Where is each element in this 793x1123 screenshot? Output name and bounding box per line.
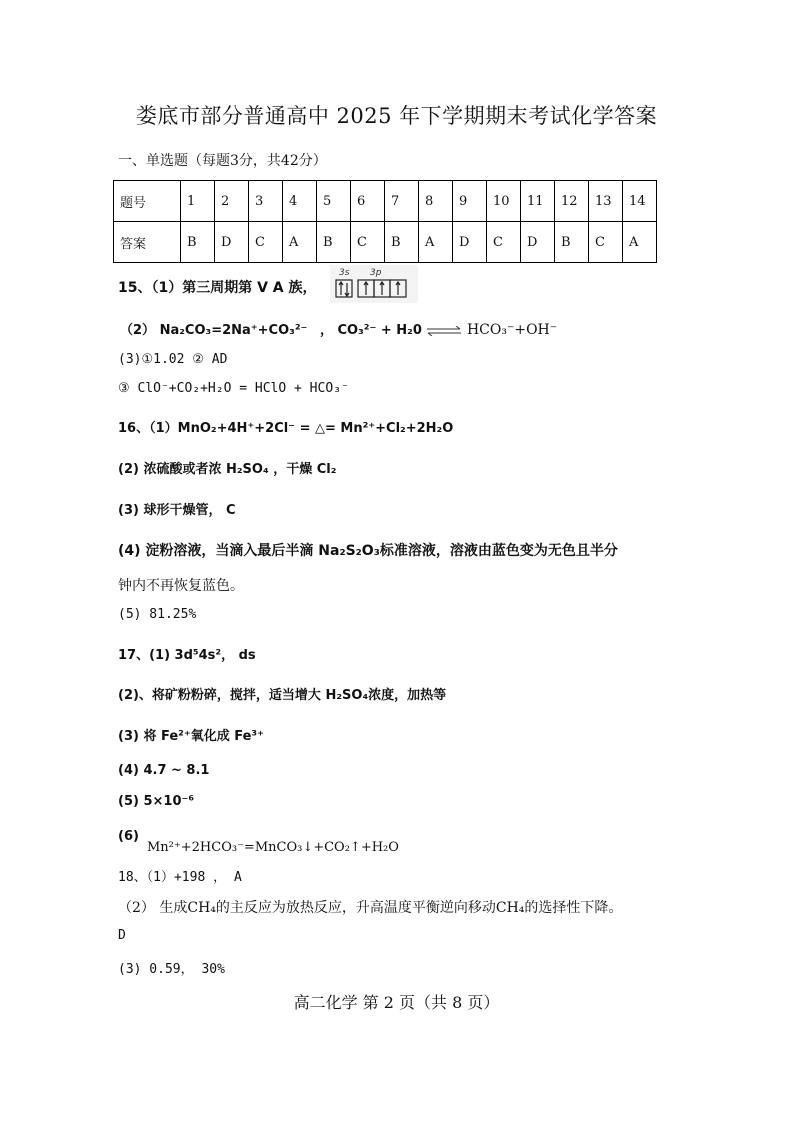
table-answer-label: 答案 xyxy=(114,222,181,263)
table-cell-number: 1 xyxy=(181,181,215,222)
orbital-label-3p: 3p xyxy=(370,268,382,278)
q17-part6-equation: Mn²⁺+2HCO₃⁻=MnCO₃↓+CO₂↑+H₂O xyxy=(147,840,399,855)
q15-equation-b-right: HCO₃⁻+OH⁻ xyxy=(466,322,558,338)
q16-part5: (5) 81.25% xyxy=(118,607,197,622)
q18-part2-answer: D xyxy=(118,928,126,943)
q17-part2: (2)、将矿粉粉碎，搅拌，适当增大 H₂SO₄浓度，加热等 xyxy=(118,688,447,703)
table-cell-answer: A xyxy=(419,222,453,263)
orbital-label-3s: 3s xyxy=(339,268,350,278)
q15-equation-b-left: CO₃²⁻ + H₂0 xyxy=(337,323,422,338)
table-cell-answer: C xyxy=(589,222,623,263)
q18-part1: 18、（1）+198 ， A xyxy=(118,870,242,885)
table-cell-number: 7 xyxy=(385,181,419,222)
table-cell-number: 9 xyxy=(453,181,487,222)
q17-part3: (3) 将 Fe²⁺氧化成 Fe³⁺ xyxy=(118,729,264,744)
answer-table-header-row xyxy=(114,181,657,222)
q16-part1: 16、（1）MnO₂+4H⁺+2Cl⁻ = △= Mn²⁺+Cl₂+2H₂O xyxy=(118,421,454,436)
table-cell-answer: C xyxy=(249,222,283,263)
q16-part4-line2: 钟内不再恢复蓝色。 xyxy=(118,578,244,594)
q15-part2-label: （2） xyxy=(120,323,156,338)
orbital-diagram-image xyxy=(330,265,418,303)
q15-separator: ， xyxy=(319,323,333,338)
q17-part1: 17、(1) 3d⁵4s²， ds xyxy=(118,648,256,663)
table-cell-number: 12 xyxy=(555,181,589,222)
table-cell-answer: A xyxy=(623,222,657,263)
table-cell-answer: B xyxy=(555,222,589,263)
table-cell-answer: C xyxy=(487,222,521,263)
table-cell-number: 13 xyxy=(589,181,623,222)
page-title: 娄底市部分普通高中 2025 年下学期期末考试化学答案 xyxy=(135,104,658,128)
table-cell-number: 14 xyxy=(623,181,657,222)
q17-part6-label: (6) xyxy=(118,829,139,844)
q18-part2: （2） 生成CH₄的主反应为放热反应，升高温度平衡逆向移动CH₄的选择性下降。 xyxy=(118,900,623,916)
page-footer: 高二化学 第 2 页（共 8 页） xyxy=(293,993,500,1012)
table-header-label: 题号 xyxy=(114,181,181,222)
q15-part3: (3)①1.02 ② AD xyxy=(118,352,228,367)
table-cell-answer: A xyxy=(283,222,317,263)
q15-equation-a: Na₂CO₃=2Na⁺+CO₃²⁻ xyxy=(159,323,308,338)
table-cell-answer: D xyxy=(453,222,487,263)
answer-table-answer-row xyxy=(114,222,657,263)
table-cell-number: 10 xyxy=(487,181,521,222)
q16-part4-line1: (4) 淀粉溶液，当滴入最后半滴 Na₂S₂O₃标准溶液，溶液由蓝色变为无色且半分 xyxy=(118,543,618,559)
table-cell-answer: B xyxy=(181,222,215,263)
q16-part2: (2) 浓硫酸或者浓 H₂SO₄ ，干燥 Cl₂ xyxy=(118,462,337,477)
answer-table xyxy=(113,180,657,263)
table-cell-answer: C xyxy=(351,222,385,263)
table-cell-number: 4 xyxy=(283,181,317,222)
table-cell-number: 6 xyxy=(351,181,385,222)
q15-part2 xyxy=(120,319,557,338)
table-cell-number: 3 xyxy=(249,181,283,222)
table-cell-number: 11 xyxy=(521,181,555,222)
equilibrium-arrow-icon xyxy=(426,326,462,336)
table-cell-answer: D xyxy=(215,222,249,263)
q15-part1: 15、（1）第三周期第 V A 族， xyxy=(118,280,317,296)
table-cell-number: 5 xyxy=(317,181,351,222)
q16-part3: (3) 球形干燥管， C xyxy=(118,503,236,518)
table-cell-answer: D xyxy=(521,222,555,263)
table-cell-answer: B xyxy=(385,222,419,263)
q18-part3: (3) 0.59， 30% xyxy=(118,962,225,977)
q15-part3-equation: ③ ClO⁻+CO₂+H₂O = HClO + HCO₃⁻ xyxy=(118,381,349,396)
table-cell-answer: B xyxy=(317,222,351,263)
table-cell-number: 8 xyxy=(419,181,453,222)
section-heading-single-choice: 一、单选题（每题3分，共42分） xyxy=(118,153,327,169)
q17-part5: (5) 5×10⁻⁶ xyxy=(118,794,195,809)
table-cell-number: 2 xyxy=(215,181,249,222)
q17-part4: (4) 4.7 ~ 8.1 xyxy=(118,763,210,778)
